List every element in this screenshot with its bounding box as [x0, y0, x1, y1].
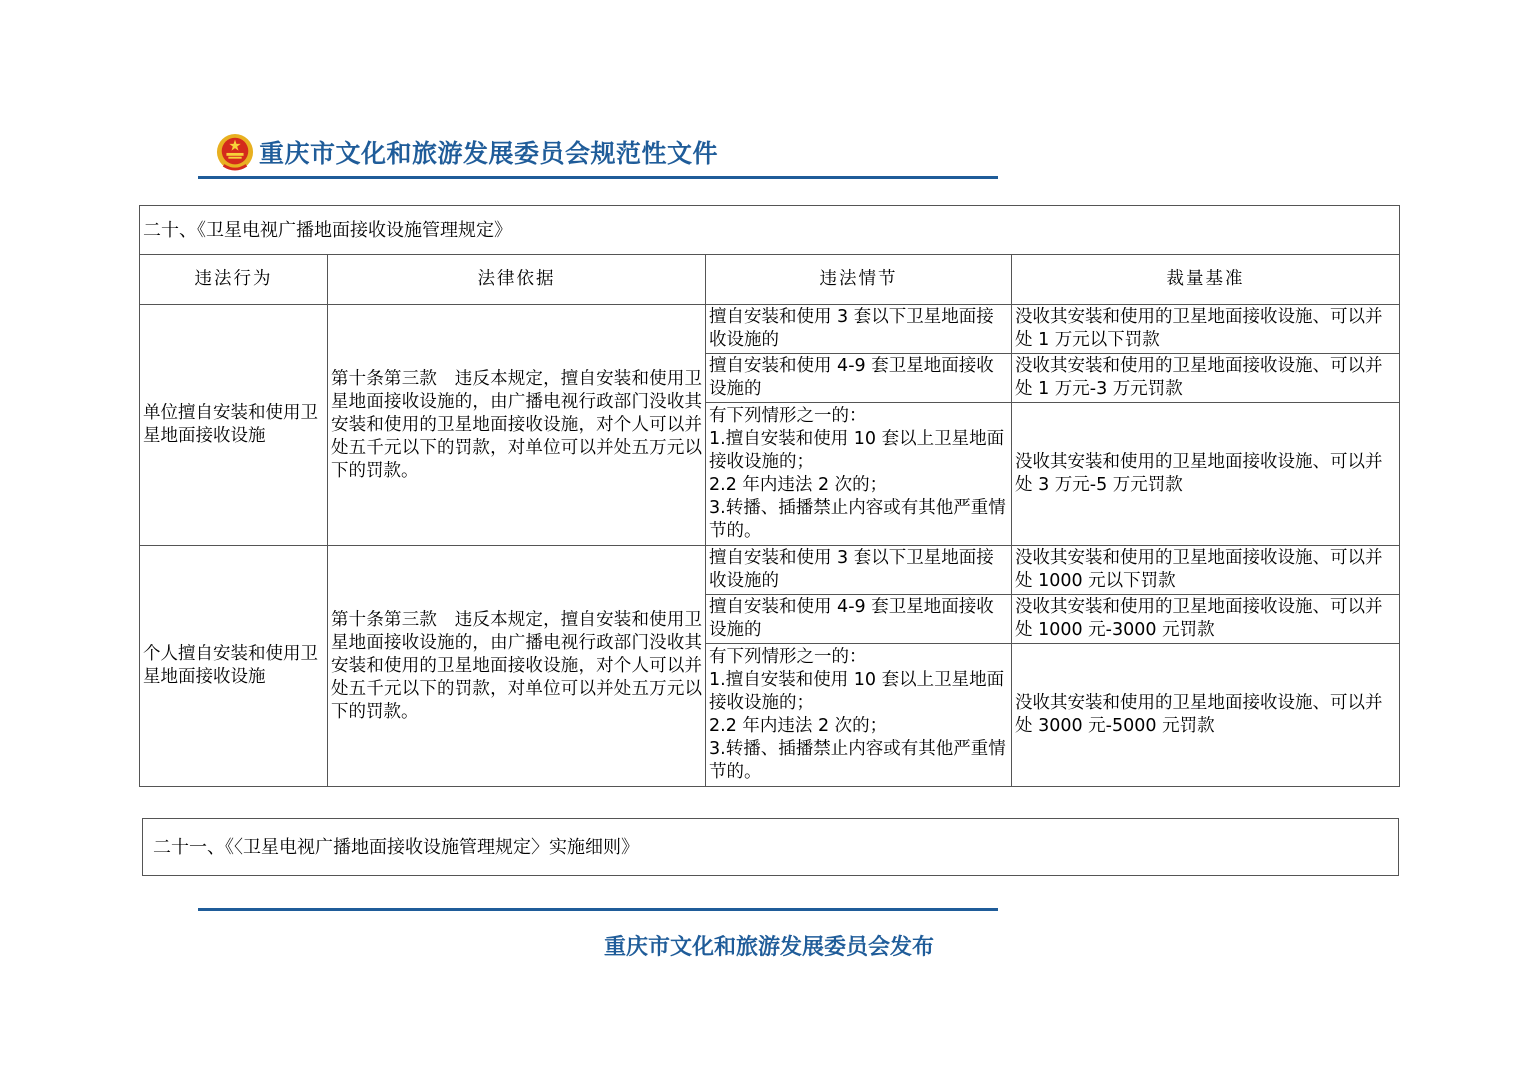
- legal-basis-cell: 第十条第三款 违反本规定，擅自安装和使用卫星地面接收设施的，由广播电视行政部门没收其安装和使用的卫星地面接收设施，对个人可以并处五千元以下的罚款，对单位可以并处五万元以下的罚款。: [328, 305, 706, 546]
- behavior-cell: 个人擅自安装和使用卫星地面接收设施: [140, 546, 328, 787]
- standard-cell: 没收其安装和使用的卫星地面接收设施、可以并处 3000 元-5000 元罚款: [1012, 644, 1400, 787]
- section-21-table: [142, 818, 1399, 876]
- section-20-table: [139, 205, 1400, 787]
- table-row: [140, 305, 1400, 354]
- column-header-behavior: 违法行为: [140, 255, 328, 305]
- column-header-standard: 裁量基准: [1012, 255, 1400, 305]
- table-header-row: [140, 255, 1400, 305]
- circumstance-cell: 擅自安装和使用 4-9 套卫星地面接收设施的: [706, 595, 1012, 644]
- table-row: [140, 546, 1400, 595]
- document-title: 重庆市文化和旅游发展委员会规范性文件: [259, 139, 719, 168]
- standard-cell: 没收其安装和使用的卫星地面接收设施、可以并处 3 万元-5 万元罚款: [1012, 403, 1400, 546]
- standard-cell: 没收其安装和使用的卫星地面接收设施、可以并处 1 万元-3 万元罚款: [1012, 354, 1400, 403]
- behavior-cell: 单位擅自安装和使用卫星地面接收设施: [140, 305, 328, 546]
- footer-divider: [198, 908, 998, 911]
- document-header: [216, 130, 718, 174]
- section-21-title: 二十一、《〈卫星电视广播地面接收设施管理规定〉实施细则》: [143, 819, 1399, 876]
- circumstance-cell: 擅自安装和使用 3 套以下卫星地面接收设施的: [706, 305, 1012, 354]
- legal-basis-cell: 第十条第三款 违反本规定，擅自安装和使用卫星地面接收设施的，由广播电视行政部门没收其安装和使用的卫星地面接收设施，对个人可以并处五千元以下的罚款，对单位可以并处五万元以下的罚款。: [328, 546, 706, 787]
- national-emblem-icon: [216, 131, 254, 173]
- column-header-circumstance: 违法情节: [706, 255, 1012, 305]
- column-header-basis: 法律依据: [328, 255, 706, 305]
- circumstance-cell: 擅自安装和使用 3 套以下卫星地面接收设施的: [706, 546, 1012, 595]
- standard-cell: 没收其安装和使用的卫星地面接收设施、可以并处 1000 元以下罚款: [1012, 546, 1400, 595]
- circumstance-cell: 擅自安装和使用 4-9 套卫星地面接收设施的: [706, 354, 1012, 403]
- section-20-title: 二十、《卫星电视广播地面接收设施管理规定》: [140, 206, 1400, 255]
- standard-cell: 没收其安装和使用的卫星地面接收设施、可以并处 1 万元以下罚款: [1012, 305, 1400, 354]
- circumstance-cell: 有下列情形之一的： 1.擅自安装和使用 10 套以上卫星地面接收设施的； 2.2 年内违法 2 次的； 3.转播、插播禁止内容或有其他严重情节的。: [706, 644, 1012, 787]
- circumstance-cell: 有下列情形之一的： 1.擅自安装和使用 10 套以上卫星地面接收设施的； 2.2 年内违法 2 次的； 3.转播、插播禁止内容或有其他严重情节的。: [706, 403, 1012, 546]
- standard-cell: 没收其安装和使用的卫星地面接收设施、可以并处 1000 元-3000 元罚款: [1012, 595, 1400, 644]
- header-divider: [198, 176, 998, 179]
- publisher-footer: 重庆市文化和旅游发展委员会发布: [604, 934, 935, 960]
